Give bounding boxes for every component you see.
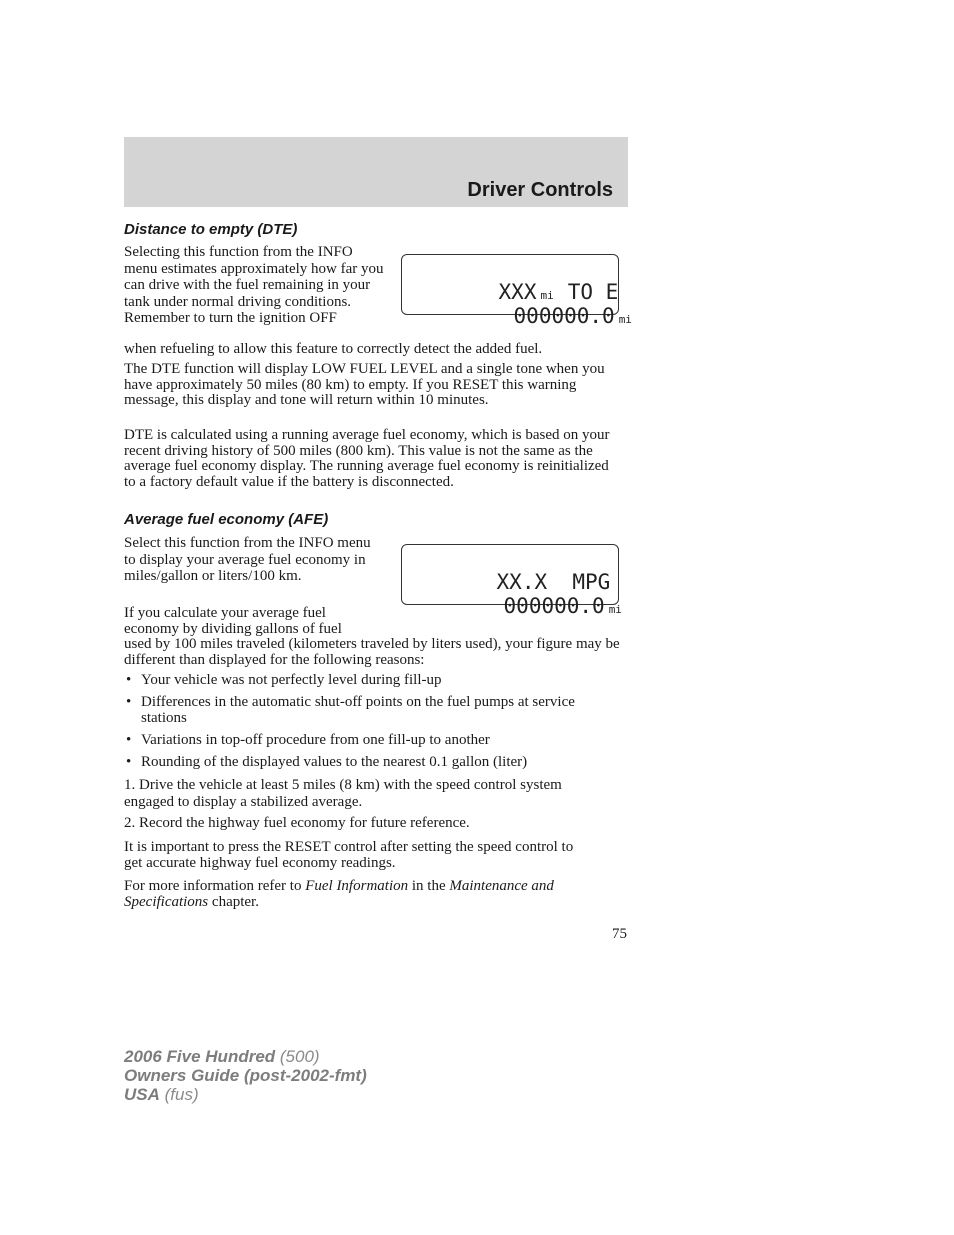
afe-heading: Average fuel economy (AFE) [124, 511, 329, 528]
dte-paragraph-2: The DTE function will display LOW FUEL LEVEL and a single tone when you have approximately 50 miles (80 km) to empty. If you RESET this warning message, this display and tone will return within 10 minutes. [124, 361, 605, 408]
dte-display-label: TO E [567, 280, 619, 304]
afe-display-odometer: 000000.0 [503, 594, 605, 618]
afe-display-value: XX.X MPG [496, 570, 611, 594]
afe-paragraph-1: Select this function from the INFO menu to display your average fuel economy in miles/gallon or liters/100 km. [124, 535, 371, 584]
maintenance-reference: Maintenance and Specifications [124, 878, 554, 910]
dte-display-value: XXX [498, 280, 537, 304]
dte-display-odometer: 000000.0 [513, 304, 615, 328]
afe-reasons-list [124, 672, 614, 771]
afe-step-1: 1. Drive the vehicle at least 5 miles (8 km) with the speed control system engaged to display a stabilized average. [124, 777, 562, 810]
afe-paragraph-2-cont: used by 100 miles traveled (kilometers traveled by liters used), your figure may be different than displayed for the following reasons: [124, 636, 620, 668]
afe-paragraph-2: If you calculate your average fuel economy by dividing gallons of fuel [124, 605, 342, 637]
afe-step-2: 2. Record the highway fuel economy for future reference. [124, 815, 470, 831]
dte-paragraph-1: Selecting this function from the INFO menu estimates approximately how far you can drive with the fuel remaining in your tank under normal driving conditions. Remember to turn the ignition OFF [124, 244, 384, 326]
header-band [124, 137, 628, 207]
list-item: • Your vehicle was not perfectly level during fill-up [126, 672, 442, 688]
list-item: • Rounding of the displayed values to the nearest 0.1 gallon (liter) [126, 754, 528, 770]
section-title: Driver Controls [467, 179, 613, 201]
dte-display-illustration [401, 254, 632, 328]
dte-paragraph-1-cont: when refueling to allow this feature to correctly detect the added fuel. [124, 341, 543, 357]
dte-display-unit: mi [540, 289, 554, 302]
afe-more-info: For more information refer to Fuel Information in the Maintenance and Specifications chapter. [124, 878, 554, 910]
afe-note: It is important to press the RESET control after setting the speed control to get accurate highway fuel economy readings. [124, 839, 574, 871]
dte-heading: Distance to empty (DTE) [124, 221, 298, 238]
document-footer: 2006 Five Hundred (500) Owners Guide (post-2002-fmt) USA (fus) [124, 1047, 367, 1104]
list-item: • Differences in the automatic shut-off points on the fuel pumps at service stations [126, 693, 575, 726]
afe-display-illustration [401, 544, 622, 618]
afe-display-odometer-unit: mi [608, 603, 622, 616]
list-item: • Variations in top-off procedure from one fill-up to another [126, 731, 490, 748]
dte-display-odometer-unit: mi [618, 313, 632, 326]
page-number: 75 [612, 926, 627, 942]
dte-paragraph-3: DTE is calculated using a running average fuel economy, which is based on your recent driving history of 500 miles (800 km). This value is not the same as the average fuel economy display. The running average fuel economy is reinitialized to a factory default value if the battery is disconnected. [124, 427, 610, 490]
fuel-information-reference: Fuel Information [305, 878, 409, 894]
